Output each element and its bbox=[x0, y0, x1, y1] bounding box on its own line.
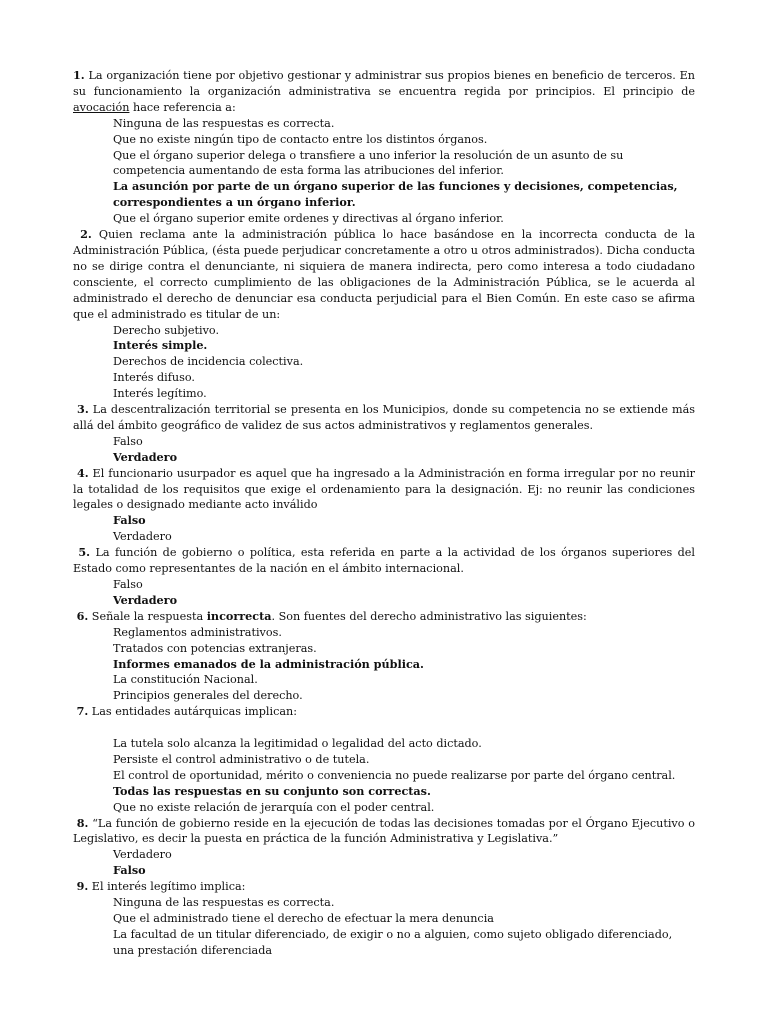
option: Que no existe relación de jerarquía con el poder central. bbox=[113, 800, 435, 814]
question-4-stem bbox=[73, 466, 695, 514]
underlined-term: avocación bbox=[73, 100, 130, 114]
option: Ninguna de las respuestas es correcta. bbox=[113, 896, 335, 910]
option: El control de oportunidad, mérito o conveniencia no puede realizarse por parte del órgano central. bbox=[113, 768, 676, 782]
option: Tratados con potencias extranjeras. bbox=[113, 641, 317, 655]
question-number: 6. bbox=[76, 608, 89, 623]
option-correct: Falso bbox=[113, 513, 146, 528]
question-8-stem bbox=[73, 816, 695, 848]
option-correct: Informes emanados de la administración pública. bbox=[113, 656, 424, 671]
question-text: El funcionario usurpador es aquel que ha ingresado a la Administración en forma irregular por no reunir la totalidad de los requisitos que exige el ordenamiento para la designación. Ej: no reunir las condiciones legales o designado mediante acto inválido bbox=[73, 466, 695, 512]
option: Falso bbox=[113, 578, 143, 591]
question-6-stem bbox=[73, 609, 695, 625]
question-6-options bbox=[73, 625, 695, 705]
question-5-options bbox=[73, 577, 695, 609]
question-4-options bbox=[73, 513, 695, 545]
question-8 bbox=[73, 816, 695, 880]
question-text: La descentralización territorial se presenta en los Municipios, donde su competencia no se extiende más allá del ámbito geográfico de validez de sus actos administrativos y reglamentos generales. bbox=[73, 403, 695, 432]
option: La facultad de un titular diferenciado, de exigir o no a alguien, como sujeto obligado diferenciado, una prestación diferenciada bbox=[113, 927, 673, 957]
question-text: hace referencia a: bbox=[129, 100, 236, 114]
question-8-options bbox=[73, 847, 695, 879]
question-5 bbox=[73, 545, 695, 609]
option: Derechos de incidencia colectiva. bbox=[113, 355, 304, 369]
question-9 bbox=[73, 879, 695, 959]
option: Interés legítimo. bbox=[113, 387, 207, 401]
question-1-options bbox=[73, 116, 695, 227]
option: Falso bbox=[113, 434, 143, 448]
option: Verdadero bbox=[113, 848, 172, 862]
question-7-stem bbox=[73, 704, 695, 720]
question-text: La función de gobierno o política, esta referida en parte a la actividad de los órganos superiores del Estado como representantes de la nación en el ámbito internacional. bbox=[73, 546, 695, 576]
option-correct: Falso bbox=[113, 863, 146, 878]
question-3-stem bbox=[73, 402, 695, 434]
question-3-options bbox=[73, 434, 695, 466]
question-number: 3. bbox=[77, 402, 89, 417]
blank-line bbox=[73, 720, 695, 736]
option: Persiste el control administrativo o de tutela. bbox=[113, 752, 370, 766]
question-5-stem bbox=[73, 545, 695, 577]
question-text: Las entidades autárquicas implican: bbox=[88, 705, 297, 719]
question-number: 2. bbox=[80, 227, 92, 242]
option: Ninguna de las respuestas es correcta. bbox=[113, 116, 335, 130]
question-2-options bbox=[73, 323, 695, 403]
question-text: Señale la respuesta bbox=[88, 609, 207, 623]
question-2 bbox=[73, 227, 695, 402]
question-9-options bbox=[73, 895, 695, 959]
option-correct: Verdadero bbox=[113, 592, 178, 607]
option: Reglamentos administrativos. bbox=[113, 625, 282, 639]
option: Derecho subjetivo. bbox=[113, 323, 220, 337]
question-text: “La función de gobierno reside en la ejecución de todas las decisiones tomadas por el Órgano Ejecutivo o Legislativo, es decir la puesta en práctica de la función Administrativa y Legislativa.” bbox=[73, 816, 695, 846]
question-2-stem bbox=[73, 227, 695, 322]
question-text: La organización tiene por objetivo gestionar y administrar sus propios bienes en beneficio de terceros. En su funcionamiento la organización administrativa se encuentra regida por principios. El principio de bbox=[73, 69, 695, 98]
question-1 bbox=[73, 68, 695, 227]
question-number: 7. bbox=[76, 704, 89, 719]
question-7 bbox=[73, 704, 695, 815]
option: Que el administrado tiene el derecho de efectuar la mera denuncia bbox=[113, 912, 494, 926]
emphasized-term: incorrecta bbox=[206, 608, 272, 623]
question-text: Quien reclama ante la administración pública lo hace basándose en la incorrecta conducta de la Administración Pública, (ésta puede perjudicar concretamente a otro u otros administrados). Dicha conducta no se dirige contra el denunciante, ni siquiera de manera indirecta, pero como interesa a todo ciudadano consciente, el correcto cumplimiento de las obligaciones de la Administración Pública, se le acuerda al administrado el derecho de denunciar esa conducta perjudicial para el Bien Común. En este caso se afirma que el administrado es titular de un: bbox=[73, 228, 695, 321]
option: Principios generales del derecho. bbox=[113, 689, 303, 703]
question-number: 9. bbox=[76, 879, 89, 894]
option-correct: Interés simple. bbox=[113, 338, 208, 353]
question-text: El interés legítimo implica: bbox=[88, 880, 246, 894]
option-correct: Todas las respuestas en su conjunto son correctas. bbox=[113, 783, 431, 798]
option: Interés difuso. bbox=[113, 371, 195, 385]
option: Verdadero bbox=[113, 530, 172, 544]
option: Que no existe ningún tipo de contacto entre los distintos órganos. bbox=[113, 132, 488, 146]
question-9-stem bbox=[73, 879, 695, 895]
question-3 bbox=[73, 402, 695, 466]
question-4 bbox=[73, 466, 695, 546]
option: Que el órgano superior delega o transfiere a uno inferior la resolución de un asunto de su competencia aumentando de esta forma las atribuciones del inferior. bbox=[113, 148, 624, 178]
option-correct: correspondientes a un órgano inferior. bbox=[113, 195, 356, 210]
option: Que el órgano superior emite ordenes y directivas al órgano inferior. bbox=[113, 212, 504, 226]
option-correct: La asunción por parte de un órgano superior de las funciones y decisiones, competencias, bbox=[113, 179, 678, 194]
option: La constitución Nacional. bbox=[113, 673, 258, 687]
question-number: 1. bbox=[73, 68, 85, 82]
question-number: 8. bbox=[76, 815, 89, 830]
question-1-stem bbox=[73, 68, 695, 116]
option-correct: Verdadero bbox=[113, 449, 178, 464]
question-number: 4. bbox=[76, 465, 89, 480]
question-7-options bbox=[73, 736, 695, 816]
question-number: 5. bbox=[78, 545, 91, 560]
question-text: . Son fuentes del derecho administrativo las siguientes: bbox=[271, 609, 587, 623]
question-6 bbox=[73, 609, 695, 704]
option: La tutela solo alcanza la legitimidad o legalidad del acto dictado. bbox=[113, 737, 482, 751]
